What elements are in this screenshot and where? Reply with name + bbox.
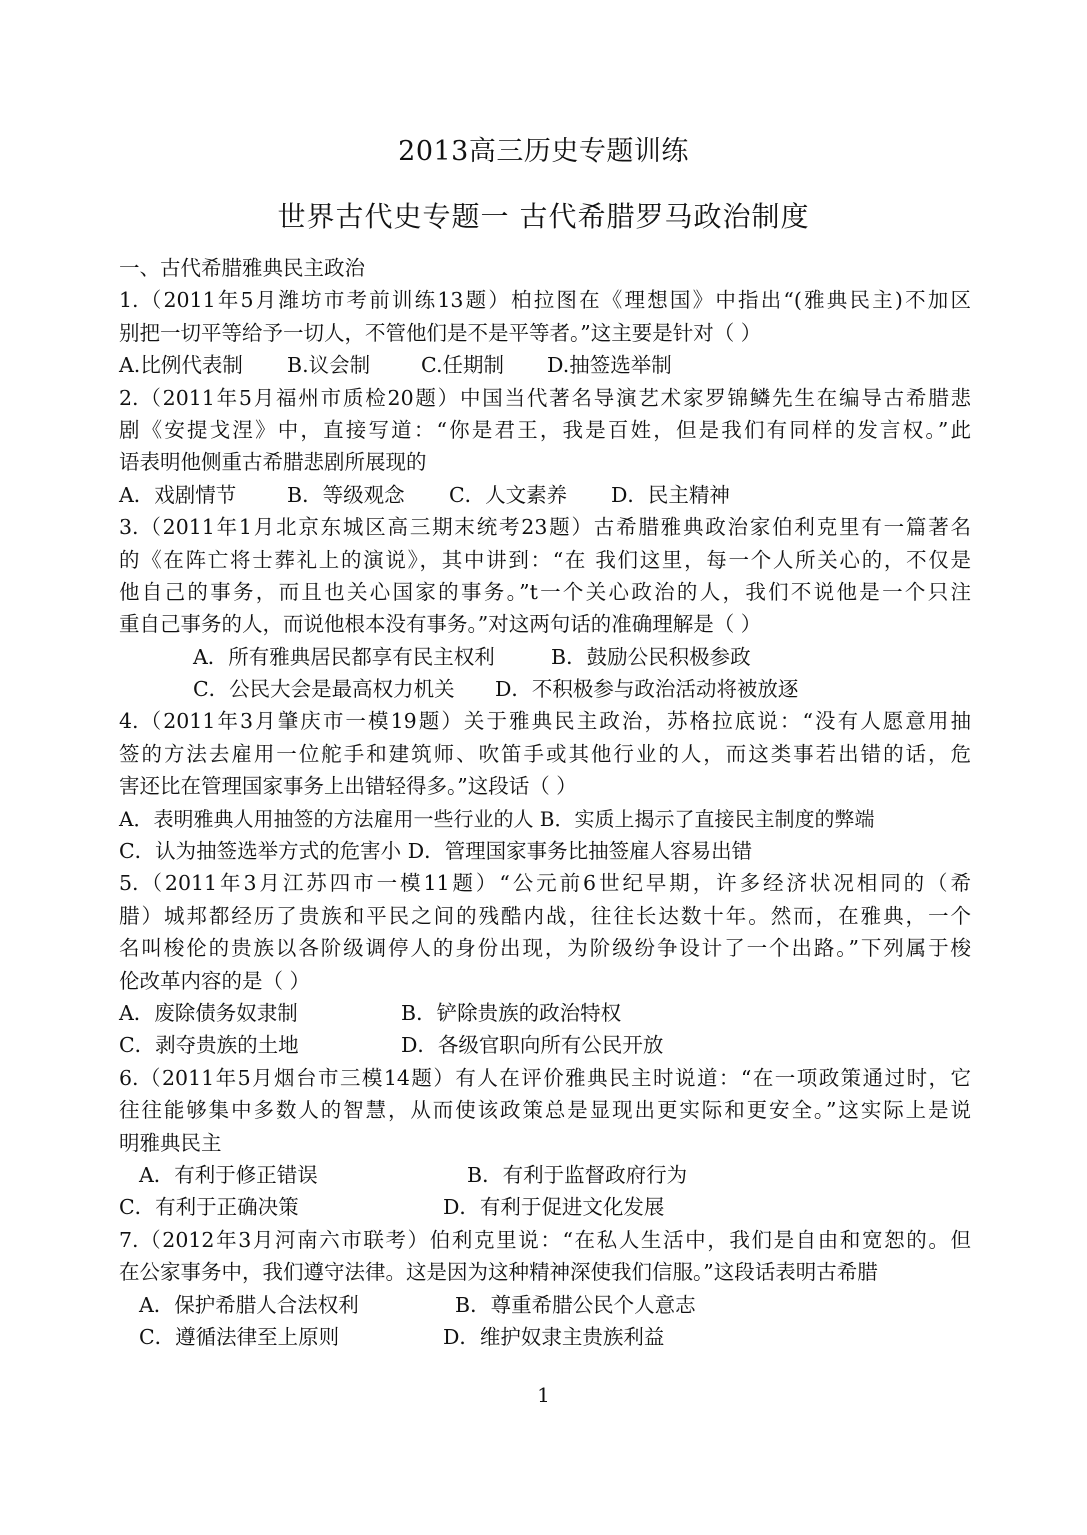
question-line: 3.（2011年1月北京东城区高三期末统考23题）古希腊雅典政治家伯利克里有一篇著名: [119, 515, 971, 540]
document-subtitle: 世界古代史专题一 古代希腊罗马政治制度: [277, 200, 810, 233]
question-line: 6.（2011年5月烟台市三模14题）有人在评价雅典民主时说道：“在一项政策通过时，它: [119, 1065, 971, 1090]
question-options: [119, 1289, 971, 1321]
option-c: C.任期制: [421, 353, 504, 378]
option-a: A．保护希腊人合法权利: [139, 1292, 359, 1317]
question-line: 重自己事务的人，而说他根本没有事务。”对这两句话的准确理解是（ ）: [119, 612, 762, 637]
question-4: [119, 705, 971, 867]
option-a: A．戏剧情节: [119, 482, 237, 507]
option-c: C．人文素养: [449, 482, 568, 507]
question-1: [119, 284, 971, 381]
question-line: 语表明他侧重古希腊悲剧所展现的: [119, 450, 427, 475]
question-options: A．表明雅典人用抽签的方法雇用一些行业的人 B．实质上揭示了直接民主制度的弊端: [119, 806, 875, 831]
option-b: B．铲除贵族的政治特权: [401, 1000, 622, 1025]
option-b: B．等级观念: [287, 482, 405, 507]
option-d: D．有利于促进文化发展: [443, 1195, 665, 1220]
page-number: 1: [537, 1383, 550, 1407]
question-options: [119, 1191, 971, 1223]
question-options: [119, 349, 971, 381]
question-line: 5.（2011年3月江苏四市一模11题）“公元前6世纪早期，许多经济状况相同的（希: [119, 871, 971, 896]
question-line: 往往能够集中多数人的智慧，从而使该政策总是显现出更实际和更安全。”这实际上是说: [119, 1098, 971, 1123]
question-line: 的《在阵亡将士葬礼上的演说》，其中讲到：“在 我们这里，每一个人所关心的，不仅是: [119, 547, 971, 572]
question-line: 在公家事务中，我们遵守法律。这是因为这种精神深使我们信服。”这段话表明古希腊: [119, 1260, 878, 1285]
question-line: 2.（2011年5月福州市质检20题）中国当代著名导演艺术家罗锦鳞先生在编导古希腊悲: [119, 385, 971, 410]
question-7: [119, 1224, 971, 1354]
question-5: [119, 867, 971, 1061]
option-a: A．有利于修正错误: [139, 1162, 318, 1187]
option-c: C．遵循法律至上原则: [139, 1324, 340, 1349]
option-d: D．不积极参与政治活动将被放逐: [495, 677, 799, 702]
option-b: B．有利于监督政府行为: [467, 1162, 688, 1187]
option-a: A．废除债务奴隶制: [119, 1000, 298, 1025]
option-c: C．有利于正确决策: [119, 1195, 299, 1220]
option-d: D．各级官职向所有公民开放: [401, 1033, 664, 1058]
question-line: 害还比在管理国家事务上出错轻得多。”这段话（ ）: [119, 774, 577, 799]
question-options: [119, 673, 971, 705]
option-b: B．尊重希腊公民个人意志: [455, 1292, 696, 1317]
question-line: 别把一切平等给予一切人，不管他们是不是平等者。”这主要是针对（ ）: [119, 320, 762, 345]
option-a: A.比例代表制: [119, 353, 243, 378]
question-line: 名叫梭伦的贵族以各阶级调停人的身份出现，为阶级纷争设计了一个出路。”下列属于梭: [119, 936, 971, 961]
question-line: 1.（2011年5月潍坊市考前训练13题）柏拉图在《理想国》中指出“(雅典民主)不加区: [119, 288, 971, 313]
question-line: 7.（2012年3月河南六市联考）伯利克里说：“在私人生活中，我们是自由和宽恕的。但: [119, 1227, 971, 1252]
question-line: 他自己的事务，而且也关心国家的事务。”t一个关心政治的人，我们不说他是一个只注: [119, 579, 971, 604]
option-b: B．鼓励公民积极参政: [551, 644, 751, 669]
question-line: 4.（2011年3月肇庆市一模19题）关于雅典民主政治，苏格拉底说：“没有人愿意用抽: [119, 709, 971, 734]
option-c: C．剥夺贵族的土地: [119, 1033, 299, 1058]
question-line: 腊）城邦都经历了贵族和平民之间的残酷内战，往往长达数十年。然而，在雅典，一个: [119, 903, 971, 928]
question-6: [119, 1062, 971, 1224]
question-line: 剧《安提戈涅》中，直接写道：“你是君王，我是百姓，但是我们有同样的发言权。”此: [119, 417, 971, 442]
option-c: C．公民大会是最高权力机关: [193, 677, 455, 702]
option-b: B.议会制: [287, 353, 371, 378]
question-line: 明雅典民主: [119, 1130, 222, 1155]
question-line: 签的方法去雇用一位舵手和建筑师、吹笛手或其他行业的人，而这类事若出错的话，危: [119, 741, 971, 766]
question-options: [119, 1159, 971, 1191]
document-body: [119, 252, 971, 1353]
option-d: D．维护奴隶主贵族利益: [443, 1324, 665, 1349]
question-options: C．认为抽签选举方式的危害小 D．管理国家事务比抽签雇人容易出错: [119, 839, 753, 864]
question-options: [119, 1029, 971, 1061]
option-d: D.抽签选举制: [547, 353, 672, 378]
question-options: [119, 1321, 971, 1353]
question-2: [119, 382, 971, 512]
question-3: [119, 511, 971, 705]
option-d: D．民主精神: [611, 482, 730, 507]
question-line: 伦改革内容的是（ ）: [119, 968, 311, 993]
question-options: [119, 641, 971, 673]
document-title: 2013高三历史专题训练: [398, 136, 689, 167]
question-options: [119, 997, 971, 1029]
section-heading: 一、古代希腊雅典民主政治: [119, 256, 365, 280]
option-a: A．所有雅典居民都享有民主权利: [193, 644, 495, 669]
question-options: [119, 479, 971, 511]
